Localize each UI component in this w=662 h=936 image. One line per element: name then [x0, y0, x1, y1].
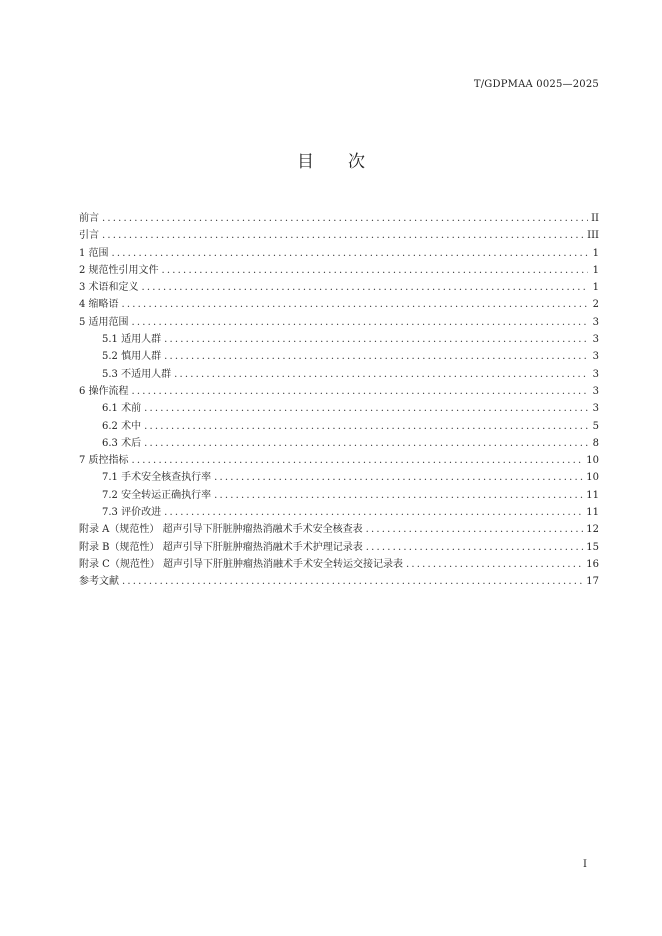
toc-entry[interactable]	[79, 245, 599, 262]
toc-leader-dots	[122, 296, 588, 313]
toc-entry-label: 7.1 手术安全核查执行率	[102, 472, 212, 484]
toc-entry-page: 1	[592, 282, 599, 294]
toc-entry[interactable]	[79, 366, 599, 383]
toc-entry[interactable]	[79, 573, 599, 590]
toc-entry-page: 2	[592, 299, 599, 311]
toc-entry-label: 附录 B（规范性） 超声引导下肝脏肿瘤热消融术手术护理记录表	[79, 541, 363, 553]
toc-entry-page: 16	[586, 558, 599, 570]
toc-entry-label: 参考文献	[79, 576, 119, 588]
toc-leader-dots	[144, 435, 588, 452]
toc-entry-page: 11	[586, 507, 599, 519]
toc-leader-dots	[144, 400, 588, 417]
toc-entry-label: 引言	[79, 230, 99, 242]
toc-entry[interactable]	[79, 383, 599, 400]
toc-entry[interactable]	[79, 539, 599, 556]
toc-leader-dots	[406, 556, 583, 573]
page-number: I	[583, 859, 587, 870]
toc-entry-page: 8	[592, 437, 599, 449]
toc-entry-label: 4 缩略语	[79, 299, 119, 311]
toc-entry[interactable]	[79, 487, 599, 504]
toc-entry-label: 前言	[79, 213, 99, 224]
title-char-1: 目	[297, 152, 314, 172]
toc-entry[interactable]	[79, 521, 599, 538]
toc-entry-page: 10	[586, 455, 599, 467]
toc-leader-dots	[164, 331, 588, 348]
toc-leader-dots	[132, 452, 584, 469]
toc-entry-label: 1 范围	[79, 247, 109, 259]
toc-entry[interactable]	[79, 279, 599, 296]
toc-entry-page: 15	[586, 541, 599, 553]
toc-entry-page: 11	[586, 489, 599, 501]
toc-entry-label: 6.3 术后	[102, 437, 142, 449]
toc-entry-page: 3	[592, 316, 599, 328]
toc-entry-label: 7.3 评价改进	[102, 507, 162, 519]
toc-leader-dots	[366, 539, 584, 556]
toc-entry[interactable]	[79, 435, 599, 452]
toc-entry-page: 3	[592, 403, 599, 415]
toc-entry[interactable]	[79, 418, 599, 435]
toc-entry-page: 1	[592, 264, 599, 276]
toc-leader-dots	[164, 504, 583, 521]
toc-leader-dots	[162, 262, 588, 279]
toc-entry[interactable]	[79, 469, 599, 486]
toc-leader-dots	[214, 487, 583, 504]
toc-entry-page: 3	[592, 368, 599, 380]
toc-leader-dots	[144, 418, 588, 435]
toc-entry-page: 3	[592, 334, 599, 346]
toc-entry-page: 10	[586, 472, 599, 484]
toc-entry[interactable]	[79, 331, 599, 348]
table-of-contents	[79, 210, 599, 591]
toc-entry-label: 6.2 术中	[102, 420, 142, 432]
toc-leader-dots	[102, 227, 584, 244]
toc-entry-page: 5	[592, 420, 599, 432]
toc-leader-dots	[102, 210, 588, 227]
toc-leader-dots	[214, 469, 583, 486]
toc-leader-dots	[366, 521, 584, 538]
toc-leader-dots	[112, 245, 588, 262]
toc-entry-page: II	[591, 213, 599, 224]
toc-entry[interactable]	[79, 504, 599, 521]
title-char-2: 次	[348, 152, 365, 172]
toc-entry-label: 5.2 慎用人群	[102, 351, 162, 363]
toc-entry[interactable]	[79, 348, 599, 365]
toc-entry-label: 6.1 术前	[102, 403, 142, 415]
toc-entry-label: 5.1 适用人群	[102, 334, 162, 346]
toc-entry-page: III	[587, 230, 599, 242]
toc-entry-page: 1	[592, 247, 599, 259]
toc-entry-label: 附录 C（规范性） 超声引导下肝脏肿瘤热消融术手术安全转运交接记录表	[79, 558, 404, 570]
toc-entry-label: 2 规范性引用文件	[79, 264, 159, 276]
toc-entry[interactable]	[79, 452, 599, 469]
toc-entry-label: 5.3 不适用人群	[102, 368, 172, 380]
toc-entry-label: 7 质控指标	[79, 455, 129, 467]
document-code: T/GDPMAA 0025—2025	[473, 79, 599, 90]
toc-entry[interactable]	[79, 296, 599, 313]
toc-leader-dots	[132, 383, 588, 400]
toc-entry[interactable]	[79, 400, 599, 417]
toc-leader-dots	[164, 348, 588, 365]
toc-entry-page: 17	[586, 576, 599, 588]
toc-entry-label: 5 适用范围	[79, 316, 129, 328]
toc-entry-page: 3	[592, 351, 599, 363]
toc-leader-dots	[122, 573, 583, 590]
page-title	[0, 147, 662, 172]
toc-entry[interactable]	[79, 262, 599, 279]
toc-entry-label: 附录 A（规范性） 超声引导下肝脏肿瘤热消融术手术安全核查表	[79, 524, 363, 536]
toc-entry-page: 3	[592, 385, 599, 397]
toc-entry[interactable]	[79, 210, 599, 227]
toc-entry-label: 6 操作流程	[79, 385, 129, 397]
toc-entry-page: 12	[586, 524, 599, 536]
toc-entry-label: 7.2 安全转运正确执行率	[102, 489, 212, 501]
toc-entry[interactable]	[79, 556, 599, 573]
toc-entry[interactable]	[79, 314, 599, 331]
toc-leader-dots	[132, 314, 588, 331]
toc-leader-dots	[174, 366, 588, 383]
toc-leader-dots	[142, 279, 588, 296]
toc-entry-label: 3 术语和定义	[79, 282, 139, 294]
toc-entry[interactable]	[79, 227, 599, 244]
